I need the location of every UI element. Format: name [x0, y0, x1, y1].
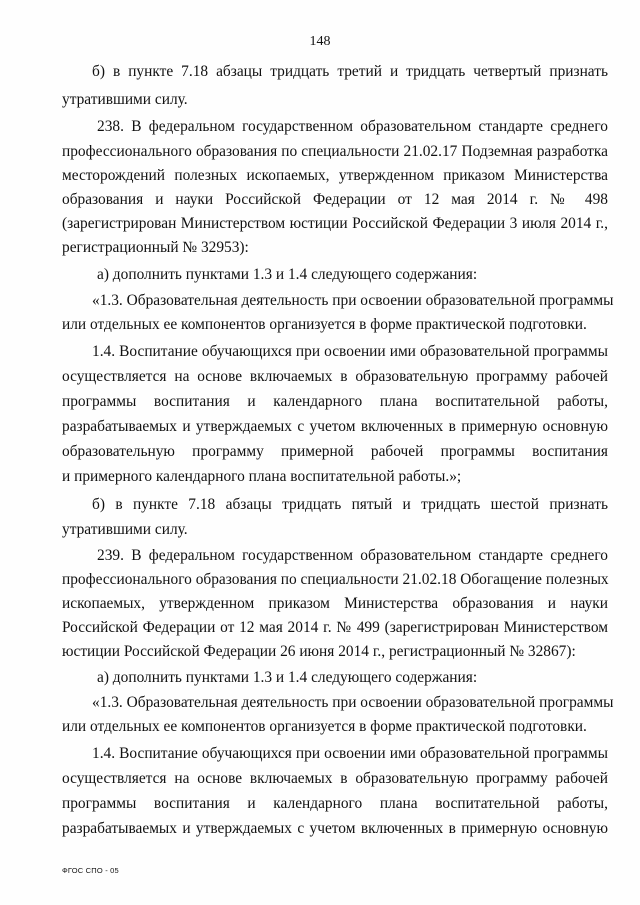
- text-line: образовательную программу примерной рабочей программы воспитания: [62, 443, 608, 460]
- text-line: 238. В федеральном государственном образовательном стандарте среднего: [97, 118, 608, 135]
- text-line: а) дополнить пунктами 1.3 и 1.4 следующего содержания:: [97, 669, 478, 686]
- text-line: «1.3. Образовательная деятельность при освоении образовательной программы: [92, 694, 614, 711]
- text-line: и примерного календарного плана воспитательной работы.»;: [62, 468, 462, 485]
- text-line: 1.4. Воспитание обучающихся при освоении ими образовательной программы: [92, 343, 608, 360]
- text-line: разрабатываемых и утверждаемых с учетом включенных в примерную основную: [62, 418, 608, 435]
- text-line: программы воспитания и календарного плана воспитательной работы,: [62, 393, 608, 410]
- text-line: ископаемых, утвержденном приказом Министерства образования и науки: [62, 595, 608, 612]
- text-line: юстиции Российской Федерации 26 июня 2014 г., регистрационный № 32867):: [62, 643, 576, 660]
- page-number: 148: [309, 34, 331, 49]
- text-line: 1.4. Воспитание обучающихся при освоении ими образовательной программы: [92, 745, 608, 762]
- text-line: осуществляется на основе включаемых в образовательную программу рабочей: [62, 770, 608, 787]
- text-line: осуществляется на основе включаемых в образовательную программу рабочей: [62, 368, 608, 385]
- text-line: а) дополнить пунктами 1.3 и 1.4 следующего содержания:: [97, 266, 478, 283]
- text-line: «1.3. Образовательная деятельность при освоении образовательной программы: [92, 292, 614, 309]
- text-line: утратившими силу.: [62, 521, 188, 538]
- text-line: 239. В федеральном государственном образовательном стандарте среднего: [97, 547, 608, 564]
- text-line: (зарегистрирован Министерством юстиции Российской Федерации 3 июля 2014 г.,: [62, 215, 608, 232]
- text-line: разрабатываемых и утверждаемых с учетом включенных в примерную основную: [62, 820, 608, 837]
- text-line: б) в пункте 7.18 абзацы тридцать третий и тридцать четвертый признать: [92, 63, 608, 80]
- text-line: утратившими силу.: [62, 91, 188, 108]
- text-line: профессионального образования по специальности 21.02.18 Обогащение полезных: [62, 571, 609, 588]
- text-line: профессионального образования по специальности 21.02.17 Подземная разработка: [62, 143, 608, 160]
- text-line: образования и науки Российской Федерации от 12 мая 2014 г. № 498: [62, 191, 608, 208]
- text-line: Российской Федерации от 12 мая 2014 г. № 499 (зарегистрирован Министерством: [62, 619, 608, 636]
- footer-mark: ФГОС СПО - 05: [62, 866, 119, 875]
- text-line: месторождений полезных ископаемых, утвержденном приказом Министерства: [62, 167, 608, 184]
- text-line: или отдельных ее компонентов организуется в форме практической подготовки.: [62, 718, 587, 735]
- text-line: б) в пункте 7.18 абзацы тридцать пятый и тридцать шестой признать: [92, 496, 608, 513]
- text-line: или отдельных ее компонентов организуется в форме практической подготовки.: [62, 316, 587, 333]
- text-line: программы воспитания и календарного плана воспитательной работы,: [62, 795, 608, 812]
- text-line: регистрационный № 32953):: [62, 239, 249, 256]
